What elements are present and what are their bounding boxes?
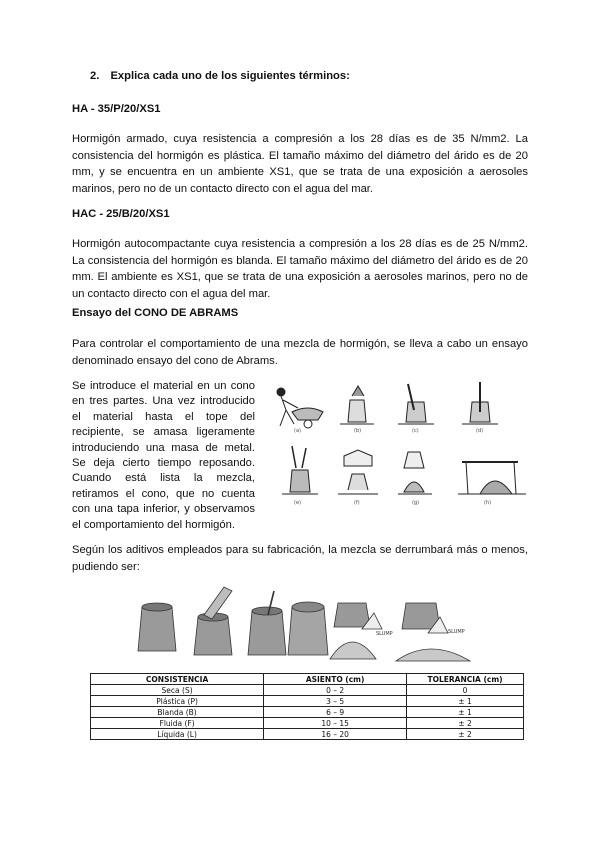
table-row <box>91 729 524 740</box>
caption-g: (g) <box>412 500 420 506</box>
slump-pile-1 <box>330 642 376 659</box>
consistency-table <box>90 673 524 740</box>
table-row <box>91 707 524 718</box>
cell: Fluida (F) <box>91 718 264 729</box>
caption-a: (a) <box>294 428 301 434</box>
slump-label-2: SLUMP <box>448 629 465 635</box>
panel-c-rodding <box>398 384 434 424</box>
term-code-2: HAC - 25/B/20/XS1 <box>72 208 170 220</box>
slump-label-1: SLUMP <box>376 631 393 637</box>
cell: Líquida (L) <box>91 729 264 740</box>
cell: 3 – 5 <box>264 696 407 707</box>
cone-lifted <box>334 603 370 627</box>
cell: 0 <box>407 685 524 696</box>
procedure-text: Se introduce el material en un cono en tres partes. Una vez introducido el material hasta el tope del recipiente, se amasa ligeramente introduciendo una masa de metal. Se deja cierto tiempo reposando. Cuando está lista la mezcla, retiramos el cono, que no cuenta con una tapa inferior, y observamos el comportamiento del hormigón. <box>72 380 255 531</box>
question-text: Explica cada uno de los siguientes términos: <box>110 70 350 82</box>
procedure-illustration <box>268 382 530 510</box>
panel-e-filling <box>282 446 318 494</box>
panel-a-wheelbarrow-figure <box>277 388 323 428</box>
panel-d-rodding <box>462 382 498 424</box>
panel-g-cone-removed <box>398 452 432 494</box>
caption-e: (e) <box>294 500 301 506</box>
cell: 16 – 20 <box>264 729 407 740</box>
panel-b-cone <box>340 386 374 424</box>
slump-sequence-illustration <box>130 585 490 665</box>
cell: 0 – 2 <box>264 685 407 696</box>
caption-c: (c) <box>412 428 419 434</box>
cell: 10 – 15 <box>264 718 407 729</box>
table-row <box>91 718 524 729</box>
cell: Seca (S) <box>91 685 264 696</box>
term-code-1: HA - 35/P/20/XS1 <box>72 103 161 115</box>
cell: Plástica (P) <box>91 696 264 707</box>
col-consistencia: CONSISTENCIA <box>91 674 264 685</box>
question-heading <box>90 70 350 82</box>
panel-f-lifting <box>338 450 378 494</box>
table-row <box>91 696 524 707</box>
col-tolerancia: TOLERANCIA (cm) <box>407 674 524 685</box>
caption-f: (f) <box>354 500 360 506</box>
cell: 6 – 9 <box>264 707 407 718</box>
additives-text: Según los aditivos empleados para su fabricación, la mezcla se derrumbará más o menos, pudiendo ser: <box>72 544 528 573</box>
cell: ± 1 <box>407 696 524 707</box>
cone-rodding <box>248 611 286 655</box>
cell: ± 1 <box>407 707 524 718</box>
slump-pile-2 <box>396 649 470 661</box>
cone-full <box>288 607 328 655</box>
cone-empty <box>138 607 176 651</box>
section-title: Ensayo del CONO DE ABRAMS <box>72 307 239 319</box>
cone-filling <box>194 617 232 655</box>
abrams-intro: Para controlar el comportamiento de una mezcla de hormigón, se lleva a cabo un ensayo denominado ensayo del cono de Abrams. <box>72 338 528 367</box>
table-header-row <box>91 674 524 685</box>
caption-b: (b) <box>354 428 362 434</box>
term-description-1: Hormigón armado, cuya resistencia a compresión a los 28 días es de 35 N/mm2. La consistencia del hormigón es plástica. El tamaño máximo del diámetro del árido es de 20 mm, y se encuentra en un ambiente XS1, que se trata de una exposición a aerosoles marinos, pero no de un contacto directo con el agua del mar. <box>72 133 528 195</box>
panel-h-slump-measure <box>458 462 526 494</box>
caption-h: (h) <box>484 500 492 506</box>
col-asiento: ASIENTO (cm) <box>264 674 407 685</box>
question-number: 2. <box>90 70 100 82</box>
cell: ± 2 <box>407 718 524 729</box>
caption-d: (d) <box>476 428 484 434</box>
cell: ± 2 <box>407 729 524 740</box>
table-row <box>91 685 524 696</box>
term-description-2: Hormigón autocompactante cuya resistencia a compresión a los 28 días es de 25 N/mm2. La consistencia del hormigón es blanda. El tamaño máximo del diámetro del árido es de 20 mm. El ambiente es XS1, que se trata de una exposición a aerosoles marinos, pero no de un contacto directo con el agua del mar. <box>72 238 528 300</box>
cell: Blanda (B) <box>91 707 264 718</box>
